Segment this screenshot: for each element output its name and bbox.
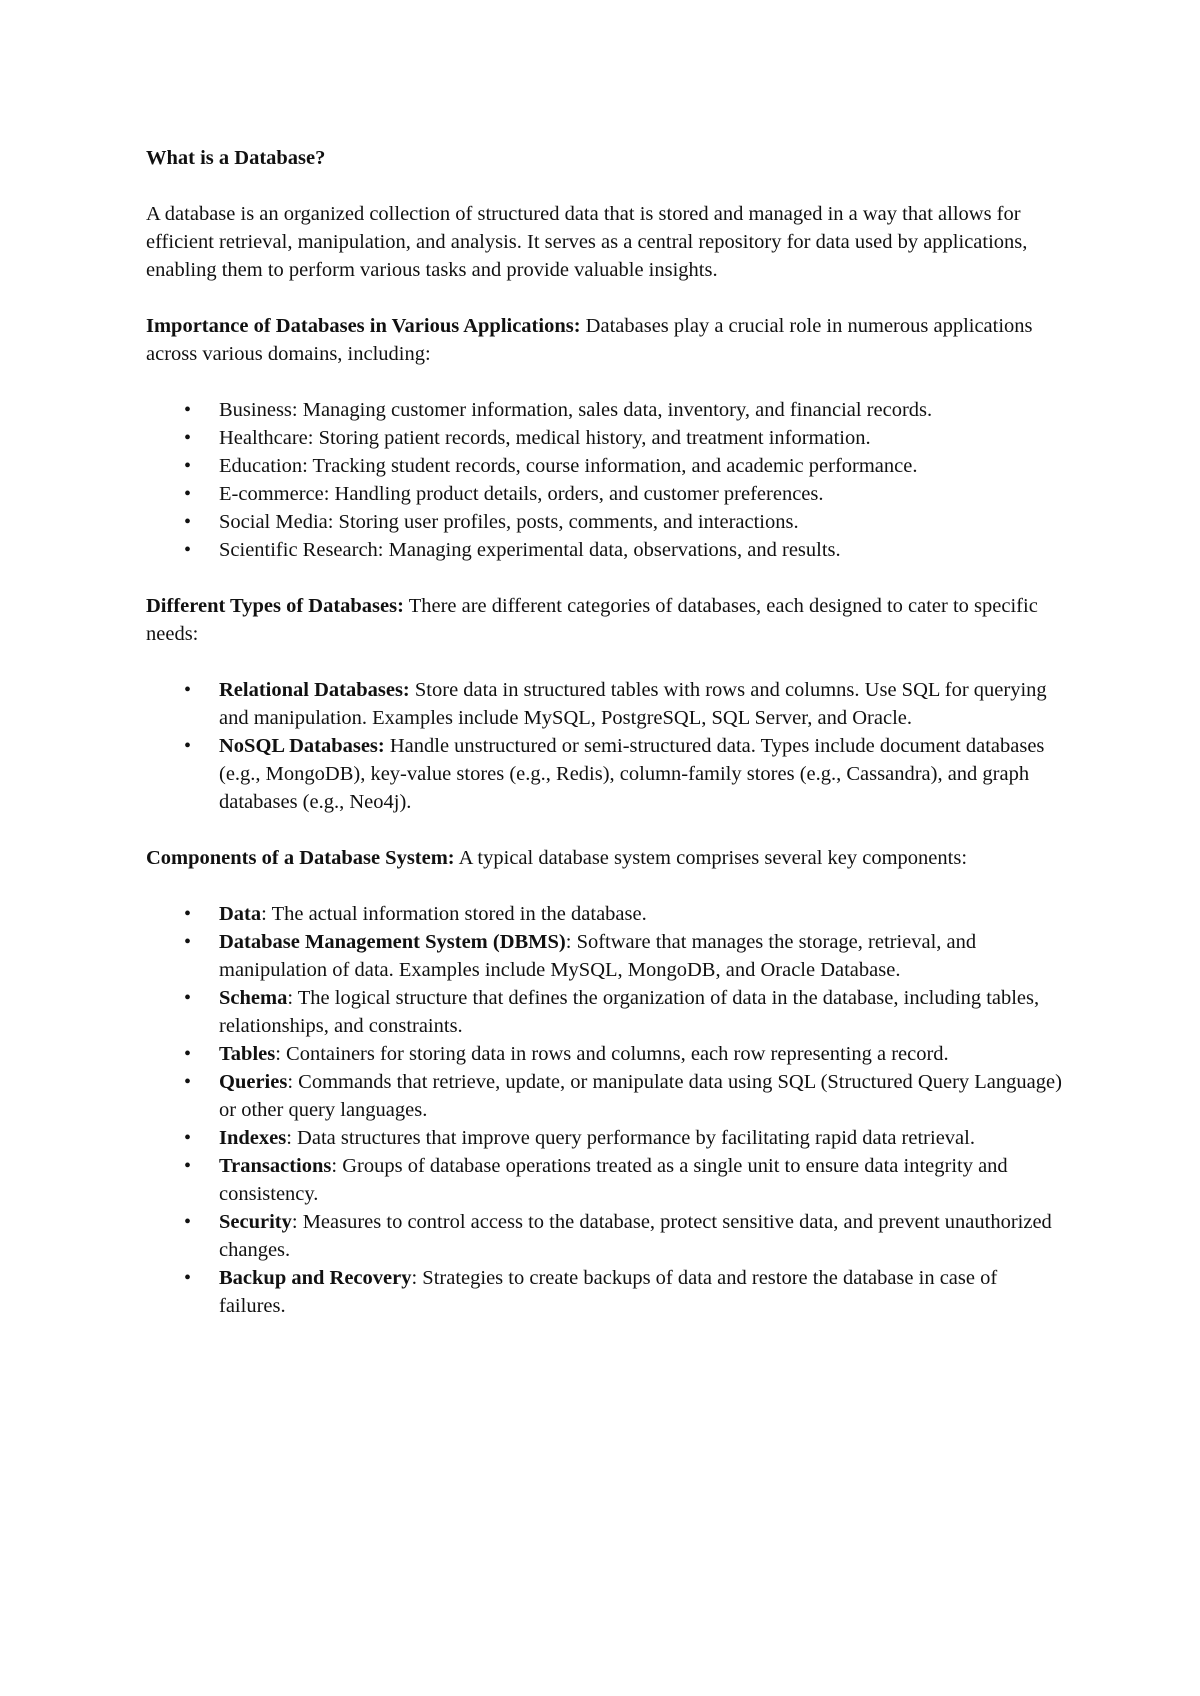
bullet-icon: • xyxy=(184,1043,192,1065)
list-item: • Schema: The logical structure that defines the organization of data in the database, including tables, relationships, and constraints. xyxy=(146,984,1066,1040)
bullet-icon: • xyxy=(184,483,192,505)
types-paragraph xyxy=(146,592,1066,648)
importance-paragraph xyxy=(146,312,1066,368)
types-list xyxy=(146,676,1066,816)
bullet-icon: • xyxy=(184,1127,192,1149)
list-term: Transactions xyxy=(219,1155,332,1177)
importance-text: Databases play a crucial role in numerous applications across various domains, including: xyxy=(146,315,1033,365)
bullet-icon: • xyxy=(184,679,192,701)
list-item: • Security: Measures to control access to the database, protect sensitive data, and prevent unauthorized changes. xyxy=(146,1208,1066,1264)
list-item: • Relational Databases: Store data in structured tables with rows and columns. Use SQL for querying and manipulation. Examples include MySQL, PostgreSQL, SQL Server, and Oracle. xyxy=(146,676,1066,732)
list-item: • Queries: Commands that retrieve, update, or manipulate data using SQL (Structured Query Language) or other query languages. xyxy=(146,1068,1066,1124)
bullet-icon: • xyxy=(184,539,192,561)
intro-paragraph: A database is an organized collection of structured data that is stored and managed in a way that allows for efficient retrieval, manipulation, and analysis. It serves as a central repository for data used by applications, enabling them to perform various tasks and provide valuable insights. xyxy=(146,203,1028,281)
bullet-icon: • xyxy=(184,1071,192,1093)
list-term: Queries xyxy=(219,1071,288,1093)
components-paragraph xyxy=(146,844,1066,872)
bullet-icon: • xyxy=(184,455,192,477)
bullet-icon: • xyxy=(184,931,192,953)
list-term: Schema xyxy=(219,987,288,1009)
bullet-icon: • xyxy=(184,511,192,533)
list-item: • Scientific Research: Managing experimental data, observations, and results. xyxy=(146,536,1066,564)
bullet-icon: • xyxy=(184,1211,192,1233)
list-item: • Tables: Containers for storing data in rows and columns, each row representing a record. xyxy=(146,1040,1066,1068)
list-item: • Database Management System (DBMS): Software that manages the storage, retrieval, and manipulation of data. Examples include MySQL, MongoDB, and Oracle Database. xyxy=(146,928,1066,984)
bullet-icon: • xyxy=(184,735,192,757)
list-term: NoSQL Databases: xyxy=(219,735,385,757)
bullet-icon: • xyxy=(184,427,192,449)
types-heading: Different Types of Databases: xyxy=(146,595,404,617)
list-item: • NoSQL Databases: Handle unstructured or semi-structured data. Types include document databases (e.g., MongoDB), key-value stores (e.g., Redis), column-family stores (e.g., Cassandra), and graph databases (e.g., Neo4j). xyxy=(146,732,1066,816)
list-item: • E-commerce: Handling product details, orders, and customer preferences. xyxy=(146,480,1066,508)
list-term: Database Management System (DBMS) xyxy=(219,931,566,953)
components-heading: Components of a Database System: xyxy=(146,847,455,869)
importance-list xyxy=(146,396,1066,564)
bullet-icon: • xyxy=(184,903,192,925)
list-term: Indexes xyxy=(219,1127,287,1149)
bullet-icon: • xyxy=(184,1155,192,1177)
bullet-icon: • xyxy=(184,1267,192,1289)
list-item: • Healthcare: Storing patient records, medical history, and treatment information. xyxy=(146,424,1066,452)
list-item: • Indexes: Data structures that improve query performance by facilitating rapid data retrieval. xyxy=(146,1124,1066,1152)
list-item: • Data: The actual information stored in the database. xyxy=(146,900,1066,928)
list-term: Security xyxy=(219,1211,292,1233)
list-item: • Social Media: Storing user profiles, posts, comments, and interactions. xyxy=(146,508,1066,536)
components-list xyxy=(146,900,1066,1320)
list-term: Tables xyxy=(219,1043,276,1065)
types-text: There are different categories of databases, each designed to cater to specific needs: xyxy=(146,595,1038,645)
list-item: • Backup and Recovery: Strategies to create backups of data and restore the database in case of failures. xyxy=(146,1264,1066,1320)
document-page xyxy=(146,144,1066,1348)
importance-heading: Importance of Databases in Various Applications: xyxy=(146,315,581,337)
bullet-icon: • xyxy=(184,399,192,421)
list-item: • Education: Tracking student records, course information, and academic performance. xyxy=(146,452,1066,480)
list-term: Data xyxy=(219,903,262,925)
list-item: • Transactions: Groups of database operations treated as a single unit to ensure data integrity and consistency. xyxy=(146,1152,1066,1208)
list-item: • Business: Managing customer information, sales data, inventory, and financial records. xyxy=(146,396,1066,424)
list-term: Relational Databases: xyxy=(219,679,410,701)
page-title: What is a Database? xyxy=(146,147,326,169)
components-text: A typical database system comprises several key components: xyxy=(454,847,968,869)
list-term: Backup and Recovery xyxy=(219,1267,412,1289)
bullet-icon: • xyxy=(184,987,192,1009)
